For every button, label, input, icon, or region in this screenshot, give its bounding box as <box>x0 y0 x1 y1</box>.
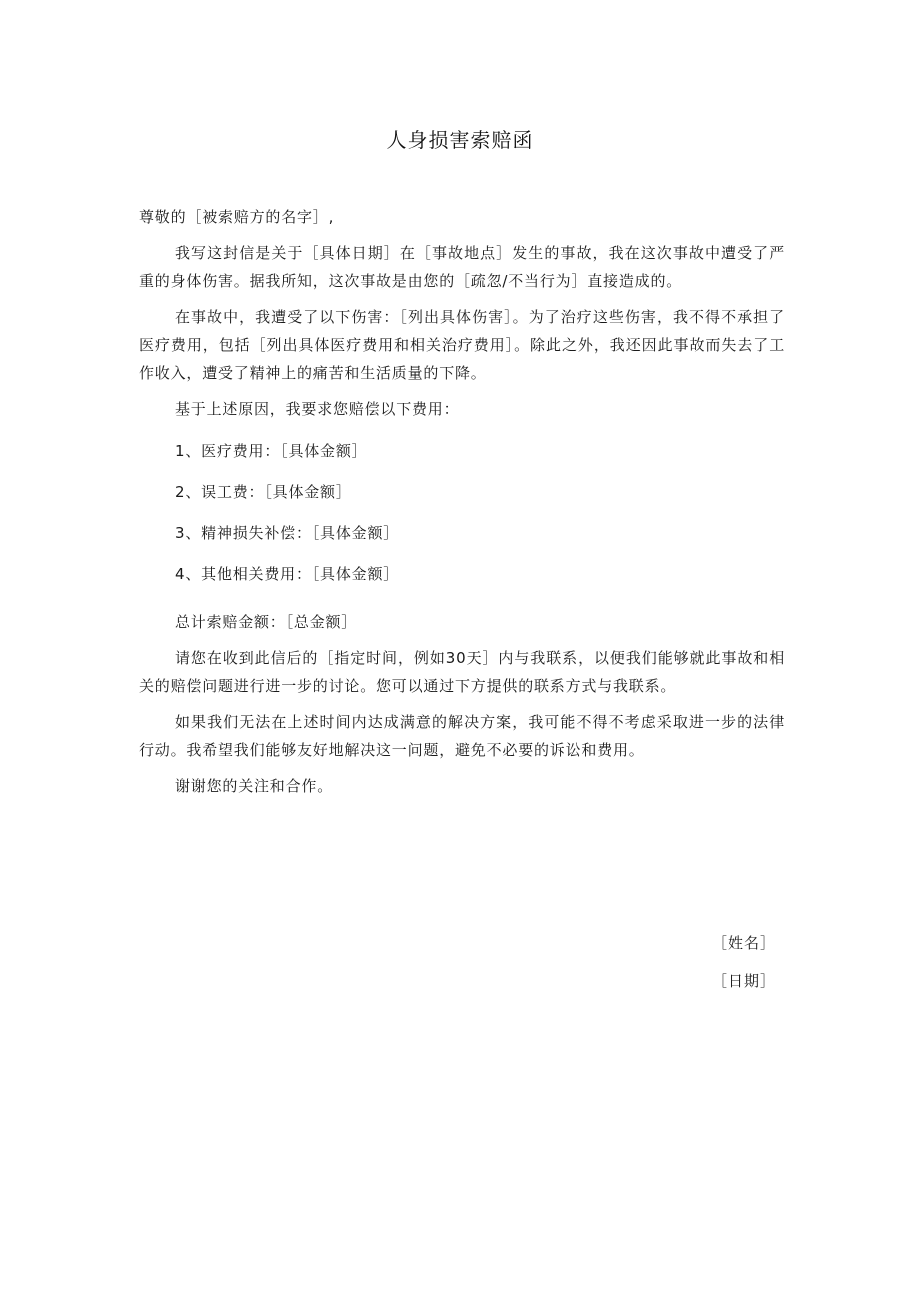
page-title: 人身损害索赔函 <box>386 128 534 152</box>
paragraph-contact: 请您在收到此信后的［指定时间，例如30天］内与我联系，以便我们能够就此事故和相关的赔偿问题进行进一步的讨论。您可以通过下方提供的联系方式与我联系。 <box>139 649 785 695</box>
letter-body <box>139 203 785 808</box>
paragraph-incident: 我写这封信是关于［具体日期］在［事故地点］发生的事故，我在这次事故中遭受了严重的身体伤害。据我所知，这次事故是由您的［疏忽/不当行为］直接造成的。 <box>139 244 785 290</box>
total-claim: 总计索赔金额：［总金额］ <box>175 613 358 631</box>
claim-item: 2、误工费：［具体金额］ <box>175 483 352 501</box>
signature-date: ［日期］ <box>711 972 776 990</box>
salutation: 尊敬的［被索赔方的名字］, <box>139 208 335 226</box>
paragraph-injuries: 在事故中，我遭受了以下伤害：［列出具体伤害］。为了治疗这些伤害，我不得不承担了医疗费用，包括［列出具体医疗费用和相关治疗费用］。除此之外，我还因此事故而失去了工作收入，遭受了精神上的痛苦和生活质量的下降。 <box>139 308 785 382</box>
paragraph-claim-intro: 基于上述原因，我要求您赔偿以下费用： <box>175 400 460 418</box>
claim-item: 1、医疗费用：［具体金额］ <box>175 442 368 460</box>
paragraph-thanks: 谢谢您的关注和合作。 <box>175 777 334 795</box>
claim-item: 3、精神损失补偿：［具体金额］ <box>175 524 400 542</box>
claim-item: 4、其他相关费用：［具体金额］ <box>175 565 400 583</box>
paragraph-legal: 如果我们无法在上述时间内达成满意的解决方案，我可能不得不考虑采取进一步的法律行动。我希望我们能够友好地解决这一问题，避免不必要的诉讼和费用。 <box>139 713 785 759</box>
signature-name: ［姓名］ <box>711 934 776 952</box>
signature-block <box>712 929 776 1005</box>
